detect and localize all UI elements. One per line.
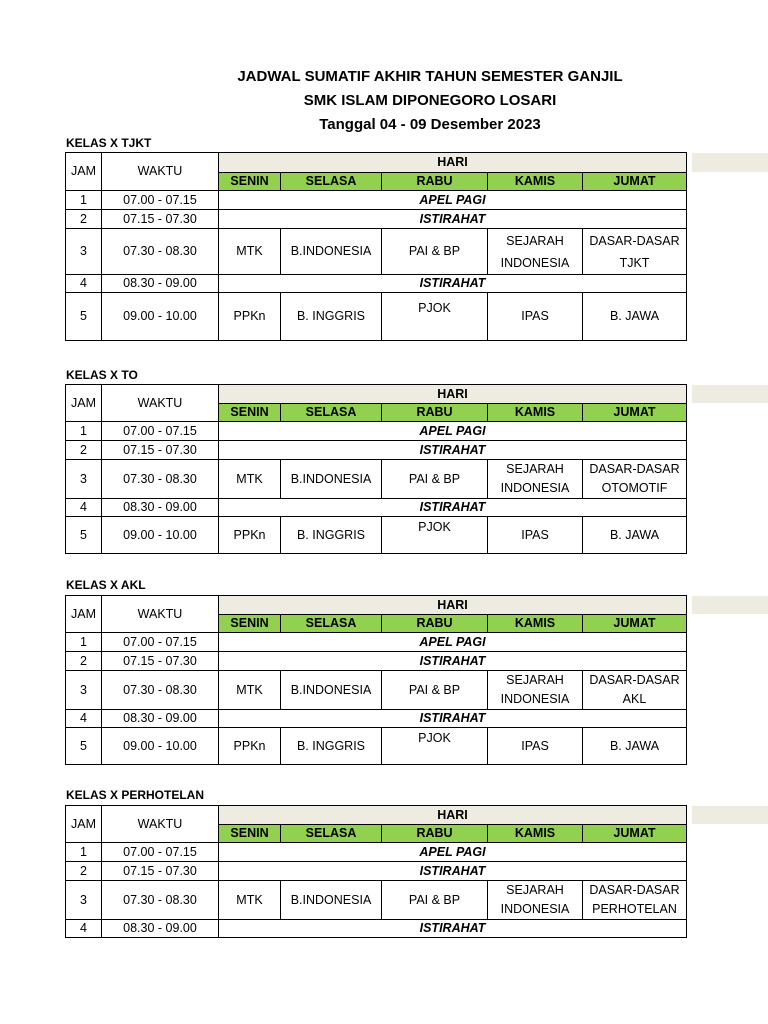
day-header: JUMAT xyxy=(583,173,687,191)
activity-cell: ISTIRAHAT xyxy=(219,441,687,460)
day-header: SELASA xyxy=(281,173,382,191)
activity-cell: ISTIRAHAT xyxy=(219,862,687,881)
subject-cell xyxy=(488,460,583,499)
jam-cell: 3 xyxy=(66,460,102,499)
header-row xyxy=(66,806,687,825)
table-row xyxy=(66,881,687,920)
jam-cell: 3 xyxy=(66,671,102,710)
subject-cell: PPKn xyxy=(219,517,281,554)
jam-cell: 5 xyxy=(66,517,102,554)
header-shading xyxy=(692,596,768,614)
subject-cell xyxy=(583,881,687,920)
waktu-cell: 07.15 - 07.30 xyxy=(102,441,219,460)
table-row xyxy=(66,460,687,499)
day-header: KAMIS xyxy=(488,615,583,633)
subject-cell xyxy=(583,229,687,275)
day-header: RABU xyxy=(382,615,488,633)
jam-cell: 5 xyxy=(66,293,102,341)
waktu-cell: 07.15 - 07.30 xyxy=(102,862,219,881)
table-row xyxy=(66,229,687,275)
jam-cell: 1 xyxy=(66,422,102,441)
subject-text: SEJARAH INDONESIA xyxy=(500,883,570,916)
subject-cell: PPKn xyxy=(219,293,281,341)
subject-text: PJOK xyxy=(418,730,451,745)
activity-cell: ISTIRAHAT xyxy=(219,275,687,293)
jam-cell: 2 xyxy=(66,862,102,881)
table-row xyxy=(66,862,687,881)
day-header: SENIN xyxy=(219,404,281,422)
activity-cell: ISTIRAHAT xyxy=(219,499,687,517)
jam-cell: 4 xyxy=(66,920,102,938)
day-header: KAMIS xyxy=(488,825,583,843)
jam-cell: 2 xyxy=(66,652,102,671)
schedule-table xyxy=(65,805,687,938)
table-row xyxy=(66,652,687,671)
class-label: KELAS X PERHOTELAN xyxy=(66,788,205,802)
waktu-cell: 07.30 - 08.30 xyxy=(102,881,219,920)
day-header: SELASA xyxy=(281,615,382,633)
waktu-cell: 07.30 - 08.30 xyxy=(102,460,219,499)
document-title-line1: JADWAL SUMATIF AKHIR TAHUN SEMESTER GANJIL xyxy=(237,68,623,85)
waktu-header: WAKTU xyxy=(102,596,219,633)
table-row xyxy=(66,422,687,441)
subject-cell: B. INGGRIS xyxy=(281,728,382,765)
subject-cell xyxy=(583,671,687,710)
activity-cell: APEL PAGI xyxy=(219,633,687,652)
subject-cell xyxy=(488,229,583,275)
subject-text: PJOK xyxy=(418,301,451,316)
day-header: SENIN xyxy=(219,173,281,191)
subject-cell xyxy=(583,460,687,499)
jam-cell: 1 xyxy=(66,633,102,652)
subject-text: SEJARAH INDONESIA xyxy=(500,233,570,270)
activity-cell: APEL PAGI xyxy=(219,422,687,441)
subject-cell: B. JAWA xyxy=(583,728,687,765)
day-header: JUMAT xyxy=(583,404,687,422)
table-row xyxy=(66,275,687,293)
subject-cell: MTK xyxy=(219,460,281,499)
table-row xyxy=(66,517,687,554)
subject-cell: B. JAWA xyxy=(583,293,687,341)
day-header: RABU xyxy=(382,404,488,422)
table-row xyxy=(66,210,687,229)
activity-cell: ISTIRAHAT xyxy=(219,652,687,671)
subject-cell xyxy=(488,671,583,710)
subject-cell xyxy=(488,881,583,920)
hari-header: HARI xyxy=(219,596,687,615)
waktu-header: WAKTU xyxy=(102,806,219,843)
jam-cell: 3 xyxy=(66,229,102,275)
subject-cell: MTK xyxy=(219,229,281,275)
header-shading xyxy=(692,385,768,403)
table-row xyxy=(66,728,687,765)
hari-header: HARI xyxy=(219,806,687,825)
subject-cell: PAI & BP xyxy=(382,881,488,920)
subject-cell: MTK xyxy=(219,881,281,920)
table-row xyxy=(66,293,687,341)
waktu-cell: 07.15 - 07.30 xyxy=(102,652,219,671)
table-row xyxy=(66,499,687,517)
schedule-table xyxy=(65,595,687,765)
activity-cell: ISTIRAHAT xyxy=(219,920,687,938)
subject-cell: PAI & BP xyxy=(382,460,488,499)
document-title-line2: SMK ISLAM DIPONEGORO LOSARI xyxy=(303,92,557,109)
jam-cell: 1 xyxy=(66,191,102,210)
subject-cell xyxy=(382,293,488,341)
header-row xyxy=(66,153,687,173)
day-header: JUMAT xyxy=(583,615,687,633)
day-header: KAMIS xyxy=(488,404,583,422)
waktu-cell: 09.00 - 10.00 xyxy=(102,728,219,765)
header-row xyxy=(66,596,687,615)
subject-text: DASAR-DASAR OTOMOTIF xyxy=(589,462,680,495)
waktu-header: WAKTU xyxy=(102,385,219,422)
jam-header: JAM xyxy=(66,806,102,843)
waktu-cell: 09.00 - 10.00 xyxy=(102,293,219,341)
table-row xyxy=(66,671,687,710)
schedule-table xyxy=(65,384,687,554)
jam-cell: 1 xyxy=(66,843,102,862)
jam-cell: 2 xyxy=(66,210,102,229)
activity-cell: APEL PAGI xyxy=(219,191,687,210)
day-header: SENIN xyxy=(219,615,281,633)
hari-header: HARI xyxy=(219,385,687,404)
header-shading xyxy=(692,806,768,824)
subject-cell: IPAS xyxy=(488,293,583,341)
table-row xyxy=(66,191,687,210)
waktu-cell: 07.30 - 08.30 xyxy=(102,671,219,710)
day-header: SELASA xyxy=(281,404,382,422)
subject-cell: B.INDONESIA xyxy=(281,460,382,499)
waktu-cell: 07.00 - 07.15 xyxy=(102,191,219,210)
subject-text: DASAR-DASAR AKL xyxy=(589,673,680,706)
jam-cell: 4 xyxy=(66,275,102,293)
waktu-cell: 08.30 - 09.00 xyxy=(102,499,219,517)
activity-cell: ISTIRAHAT xyxy=(219,210,687,229)
subject-cell: IPAS xyxy=(488,728,583,765)
jam-cell: 5 xyxy=(66,728,102,765)
document-title-line3: Tanggal 04 - 09 Desember 2023 xyxy=(319,116,541,133)
activity-cell: ISTIRAHAT xyxy=(219,710,687,728)
subject-text: SEJARAH INDONESIA xyxy=(500,462,570,495)
subject-cell: B.INDONESIA xyxy=(281,229,382,275)
subject-text: DASAR-DASAR PERHOTELAN xyxy=(589,883,680,916)
subject-cell: PAI & BP xyxy=(382,229,488,275)
jam-cell: 3 xyxy=(66,881,102,920)
waktu-cell: 07.15 - 07.30 xyxy=(102,210,219,229)
waktu-cell: 07.00 - 07.15 xyxy=(102,633,219,652)
subject-text: PJOK xyxy=(418,519,451,534)
table-row xyxy=(66,710,687,728)
table-row xyxy=(66,441,687,460)
subject-cell xyxy=(382,517,488,554)
waktu-cell: 07.00 - 07.15 xyxy=(102,843,219,862)
jam-cell: 4 xyxy=(66,710,102,728)
day-header: JUMAT xyxy=(583,825,687,843)
subject-cell: PAI & BP xyxy=(382,671,488,710)
subject-cell: IPAS xyxy=(488,517,583,554)
jam-header: JAM xyxy=(66,596,102,633)
header-row xyxy=(66,385,687,404)
waktu-cell: 09.00 - 10.00 xyxy=(102,517,219,554)
subject-cell: B. JAWA xyxy=(583,517,687,554)
class-label: KELAS X AKL xyxy=(66,578,146,592)
subject-cell: B. INGGRIS xyxy=(281,517,382,554)
subject-text: DASAR-DASAR TJKT xyxy=(589,233,680,270)
class-label: KELAS X TJKT xyxy=(66,136,152,150)
waktu-cell: 08.30 - 09.00 xyxy=(102,275,219,293)
waktu-cell: 08.30 - 09.00 xyxy=(102,920,219,938)
subject-cell: B.INDONESIA xyxy=(281,671,382,710)
day-header: SENIN xyxy=(219,825,281,843)
jam-header: JAM xyxy=(66,153,102,191)
waktu-header: WAKTU xyxy=(102,153,219,191)
activity-cell: APEL PAGI xyxy=(219,843,687,862)
table-row xyxy=(66,920,687,938)
waktu-cell: 07.30 - 08.30 xyxy=(102,229,219,275)
subject-cell: MTK xyxy=(219,671,281,710)
waktu-cell: 07.00 - 07.15 xyxy=(102,422,219,441)
subject-cell xyxy=(382,728,488,765)
day-header: RABU xyxy=(382,173,488,191)
class-label: KELAS X TO xyxy=(66,368,138,382)
subject-text: SEJARAH INDONESIA xyxy=(500,673,570,706)
subject-cell: B. INGGRIS xyxy=(281,293,382,341)
day-header: RABU xyxy=(382,825,488,843)
subject-cell: PPKn xyxy=(219,728,281,765)
hari-header: HARI xyxy=(219,153,687,173)
subject-cell: B.INDONESIA xyxy=(281,881,382,920)
header-shading xyxy=(692,153,768,172)
table-row xyxy=(66,633,687,652)
jam-cell: 2 xyxy=(66,441,102,460)
day-header: KAMIS xyxy=(488,173,583,191)
jam-header: JAM xyxy=(66,385,102,422)
jam-cell: 4 xyxy=(66,499,102,517)
day-header: SELASA xyxy=(281,825,382,843)
table-row xyxy=(66,843,687,862)
schedule-table xyxy=(65,152,687,341)
waktu-cell: 08.30 - 09.00 xyxy=(102,710,219,728)
